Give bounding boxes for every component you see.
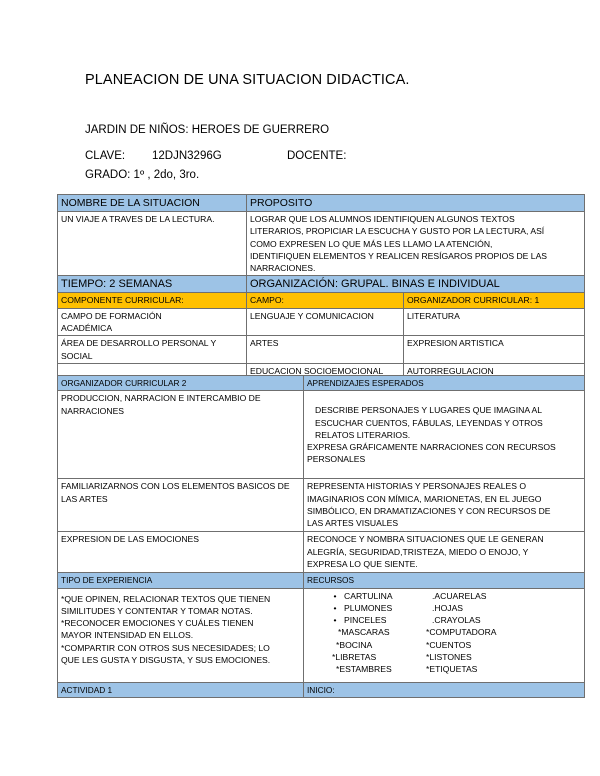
actividad-header: ACTIVIDAD 1 [58,682,304,697]
bullet-icon: • [333,590,337,601]
recurso-item: *BOCINA [336,639,373,650]
recurso-item: *LISTONES [426,652,472,663]
campo-cell: EDUCACION SOCIOEMOCIONAL [247,363,404,378]
experiencia-cell: *QUE OPINEN, RELACIONAR TEXTOS QUE TIENEN SIMILITUDES Y CONTENTAR Y TOMAR NOTAS. *RECONOCER EMOCIONES Y CUÁLES TIENEN MAYOR INTENSIDAD EN ELLOS. *COMPARTIR CON OTROS SUS NECESIDADES; LO QUE LES GUSTA Y DISGUSTA, Y SUS EMOCIONES. [58,588,304,682]
recursos-list [326,590,581,676]
componente-cell: CAMPO DE FORMACIÓN ACADÉMICA [58,308,247,336]
recurso-item: • PLUMONES [326,602,426,614]
organizacion: ORGANIZACIÓN: GRUPAL. BINAS E INDIVIDUAL [247,276,585,293]
aprendizaje-cell: REPRESENTA HISTORIAS Y PERSONAJES REALES O IMAGINARIOS CON MÍMICA, MARIONETAS, EN EL JUEGO SIMBÓLICO, EN DRAMATIZACIONES Y CON RECURSOS DE LAS ARTES VISUALES [304,479,585,532]
componente-header: COMPONENTE CURRICULAR: [58,293,247,308]
recurso-item: *MASCARAS [338,627,390,638]
recurso-item: *ETIQUETAS [426,664,478,675]
proposito-header: PROPOSITO [247,195,585,212]
recurso-item: .HOJAS [432,602,464,613]
grado-line: GRADO: 1º , 2do, 3ro. [85,169,200,181]
organizador2-cell: FAMILIARIZARNOS CON LOS ELEMENTOS BASICOS DE LAS ARTES [58,479,304,532]
campo-cell: ARTES [247,336,404,364]
recurso-item: • PINCELES [326,614,426,626]
campo-header: CAMPO: [247,293,404,308]
organizador2-cell: PRODUCCION, NARRACION E INTERCAMBIO DE NARRACIONES [58,391,304,479]
kinder-name: JARDIN DE NIÑOS: HEROES DE GUERRERO [85,124,330,136]
recurso-item: • CARTULINA [326,590,426,602]
nombre-header: NOMBRE DE LA SITUACION [58,195,247,212]
recurso-item: *LIBRETAS [332,652,377,663]
recurso-item: .ACUARELAS [432,590,487,601]
clave-value: 12DJN3296G [152,150,222,162]
recursos-header: RECURSOS [304,573,585,588]
organizador-cell: LITERATURA [404,308,585,336]
page-title: PLANEACION DE UNA SITUACION DIDACTICA. [85,72,410,88]
docente-label: DOCENTE: [287,150,347,162]
bullet-icon: • [333,615,337,626]
situation-table [57,194,585,379]
clave-label: CLAVE: [85,150,126,162]
organizador2-header: ORGANIZADOR CURRICULAR 2 [58,376,304,391]
recurso-item: .CRAYOLAS [432,615,481,626]
recursos-cell [304,588,585,682]
proposito-text: LOGRAR QUE LOS ALUMNOS IDENTIFIQUEN ALGUNOS TEXTOS LITERARIOS, PROPICIAR LA ESCUCHA Y GUSTO POR LA LECTURA, ASÍ COMO EXPRESEN LO QUE MÁS LES LLAMO LA ATENCIÓN, IDENTIFIQUEN ELEMENTOS Y REALICEN RESÍGAROS PROPIOS DE LAS NARRACIONES. [247,212,585,276]
inicio-header: INICIO: [304,682,585,697]
situacion-name: UN VIAJE A TRAVES DE LA LECTURA. [58,212,247,276]
bullet-icon: • [333,602,337,613]
aprendizaje-cell: DESCRIBE PERSONAJES Y LUGARES QUE IMAGINA AL ESCUCHAR CUENTOS, FÁBULAS, LEYENDAS Y OTROS RELATOS LITERARIOS. EXPRESA GRÁFICAMENTE NARRACIONES CON RECURSOS PERSONALES [304,391,585,479]
aprendizaje-cell: RECONOCE Y NOMBRA SITUACIONES QUE LE GENERAN ALEGRÍA, SEGURIDAD,TRISTEZA, MIEDO O ENOJO, Y EXPRESA LO QUE SIENTE. [304,532,585,573]
organizador-cell: EXPRESION ARTISTICA [404,336,585,364]
organizador1-header: ORGANIZADOR CURRICULAR: 1 [404,293,585,308]
campo-cell: LENGUAJE Y COMUNICACION [247,308,404,336]
organizador-cell: AUTORREGULACION [404,363,585,378]
recurso-item: *COMPUTADORA [426,627,497,638]
organizador2-cell: EXPRESION DE LAS EMOCIONES [58,532,304,573]
aprendizajes-header: APRENDIZAJES ESPERADOS [304,376,585,391]
recurso-item: *ESTAMBRES [336,664,392,675]
tiempo: TIEMPO: 2 SEMANAS [58,276,247,293]
experiencia-header: TIPO DE EXPERIENCIA [58,573,304,588]
learning-table [57,375,585,698]
recurso-item: *CUENTOS [426,639,472,650]
componente-cell: ÁREA DE DESARROLLO PERSONAL Y SOCIAL [58,336,247,364]
